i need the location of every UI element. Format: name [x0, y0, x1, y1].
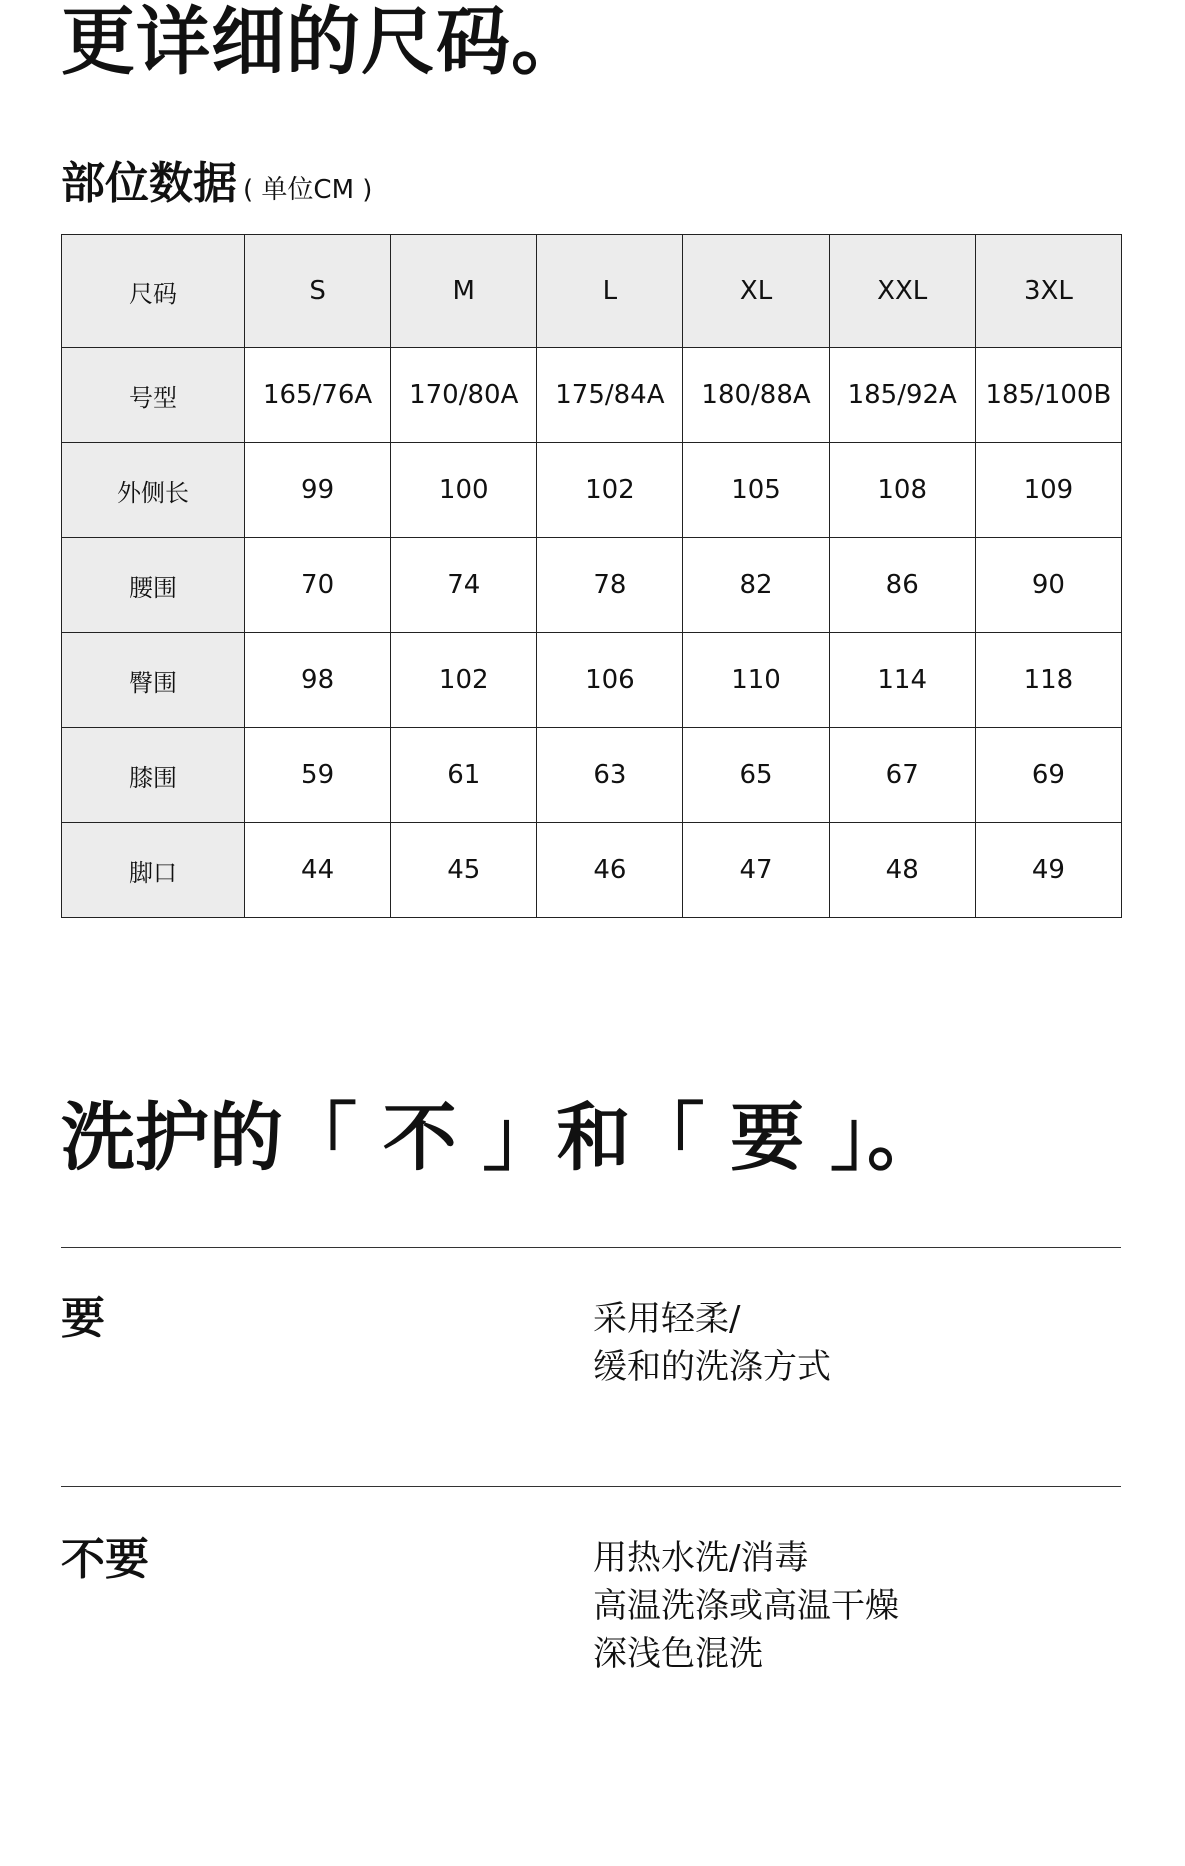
- size-table: [61, 234, 1122, 918]
- row-label: 外侧长: [62, 443, 245, 538]
- table-cell: 99: [245, 443, 391, 538]
- table-row: [62, 728, 1122, 823]
- care-dont-instructions: [593, 1534, 899, 1678]
- measurement-subtitle: 部位数据: [61, 158, 237, 209]
- size-header-row: [62, 235, 1122, 348]
- table-cell: 102: [537, 443, 683, 538]
- table-cell: 69: [975, 728, 1121, 823]
- care-do-line: 采用轻柔/: [593, 1299, 741, 1339]
- size-column-header: S: [245, 235, 391, 348]
- table-cell: 44: [245, 823, 391, 918]
- care-dont-label: 不要: [61, 1534, 149, 1585]
- care-section-title: 洗护的「 不 」和「 要 」。: [61, 1095, 942, 1181]
- care-do-instructions: [593, 1295, 831, 1391]
- table-cell: 63: [537, 728, 683, 823]
- table-cell: 98: [245, 633, 391, 728]
- size-column-header: XXL: [829, 235, 975, 348]
- table-cell: 49: [975, 823, 1121, 918]
- table-cell: 47: [683, 823, 829, 918]
- table-cell: 61: [391, 728, 537, 823]
- table-cell: 78: [537, 538, 683, 633]
- table-cell: 59: [245, 728, 391, 823]
- table-cell: 170/80A: [391, 348, 537, 443]
- table-cell: 65: [683, 728, 829, 823]
- size-column-header: 3XL: [975, 235, 1121, 348]
- table-cell: 105: [683, 443, 829, 538]
- table-cell: 106: [537, 633, 683, 728]
- care-dont-line: 用热水洗/消毒: [593, 1538, 809, 1578]
- table-cell: 175/84A: [537, 348, 683, 443]
- table-row: [62, 348, 1122, 443]
- table-cell: 46: [537, 823, 683, 918]
- table-cell: 86: [829, 538, 975, 633]
- size-header-label: 尺码: [62, 235, 245, 348]
- divider: [61, 1486, 1121, 1487]
- table-cell: 74: [391, 538, 537, 633]
- size-column-header: XL: [683, 235, 829, 348]
- row-label: 膝围: [62, 728, 245, 823]
- table-cell: 180/88A: [683, 348, 829, 443]
- row-label: 臀围: [62, 633, 245, 728]
- table-cell: 108: [829, 443, 975, 538]
- care-do-label: 要: [61, 1293, 105, 1344]
- care-dont-line: 深浅色混洗: [593, 1634, 763, 1674]
- table-cell: 82: [683, 538, 829, 633]
- table-row: [62, 633, 1122, 728]
- table-cell: 70: [245, 538, 391, 633]
- table-cell: 185/92A: [829, 348, 975, 443]
- size-column-header: L: [537, 235, 683, 348]
- table-cell: 110: [683, 633, 829, 728]
- table-row: [62, 538, 1122, 633]
- table-cell: 45: [391, 823, 537, 918]
- row-label: 号型: [62, 348, 245, 443]
- divider: [61, 1247, 1121, 1248]
- table-row: [62, 823, 1122, 918]
- table-cell: 67: [829, 728, 975, 823]
- table-row: [62, 443, 1122, 538]
- size-section-title: 更详细的尺码。: [61, 0, 586, 85]
- table-cell: 48: [829, 823, 975, 918]
- table-cell: 90: [975, 538, 1121, 633]
- care-dont-line: 高温洗涤或高温干燥: [593, 1586, 899, 1626]
- care-do-line: 缓和的洗涤方式: [593, 1347, 831, 1387]
- table-cell: 118: [975, 633, 1121, 728]
- row-label: 腰围: [62, 538, 245, 633]
- measurement-heading: [61, 147, 372, 211]
- table-cell: 165/76A: [245, 348, 391, 443]
- row-label: 脚口: [62, 823, 245, 918]
- table-cell: 185/100B: [975, 348, 1121, 443]
- table-cell: 114: [829, 633, 975, 728]
- unit-note: ( 单位CM ): [243, 175, 373, 205]
- table-cell: 102: [391, 633, 537, 728]
- size-column-header: M: [391, 235, 537, 348]
- table-cell: 109: [975, 443, 1121, 538]
- table-cell: 100: [391, 443, 537, 538]
